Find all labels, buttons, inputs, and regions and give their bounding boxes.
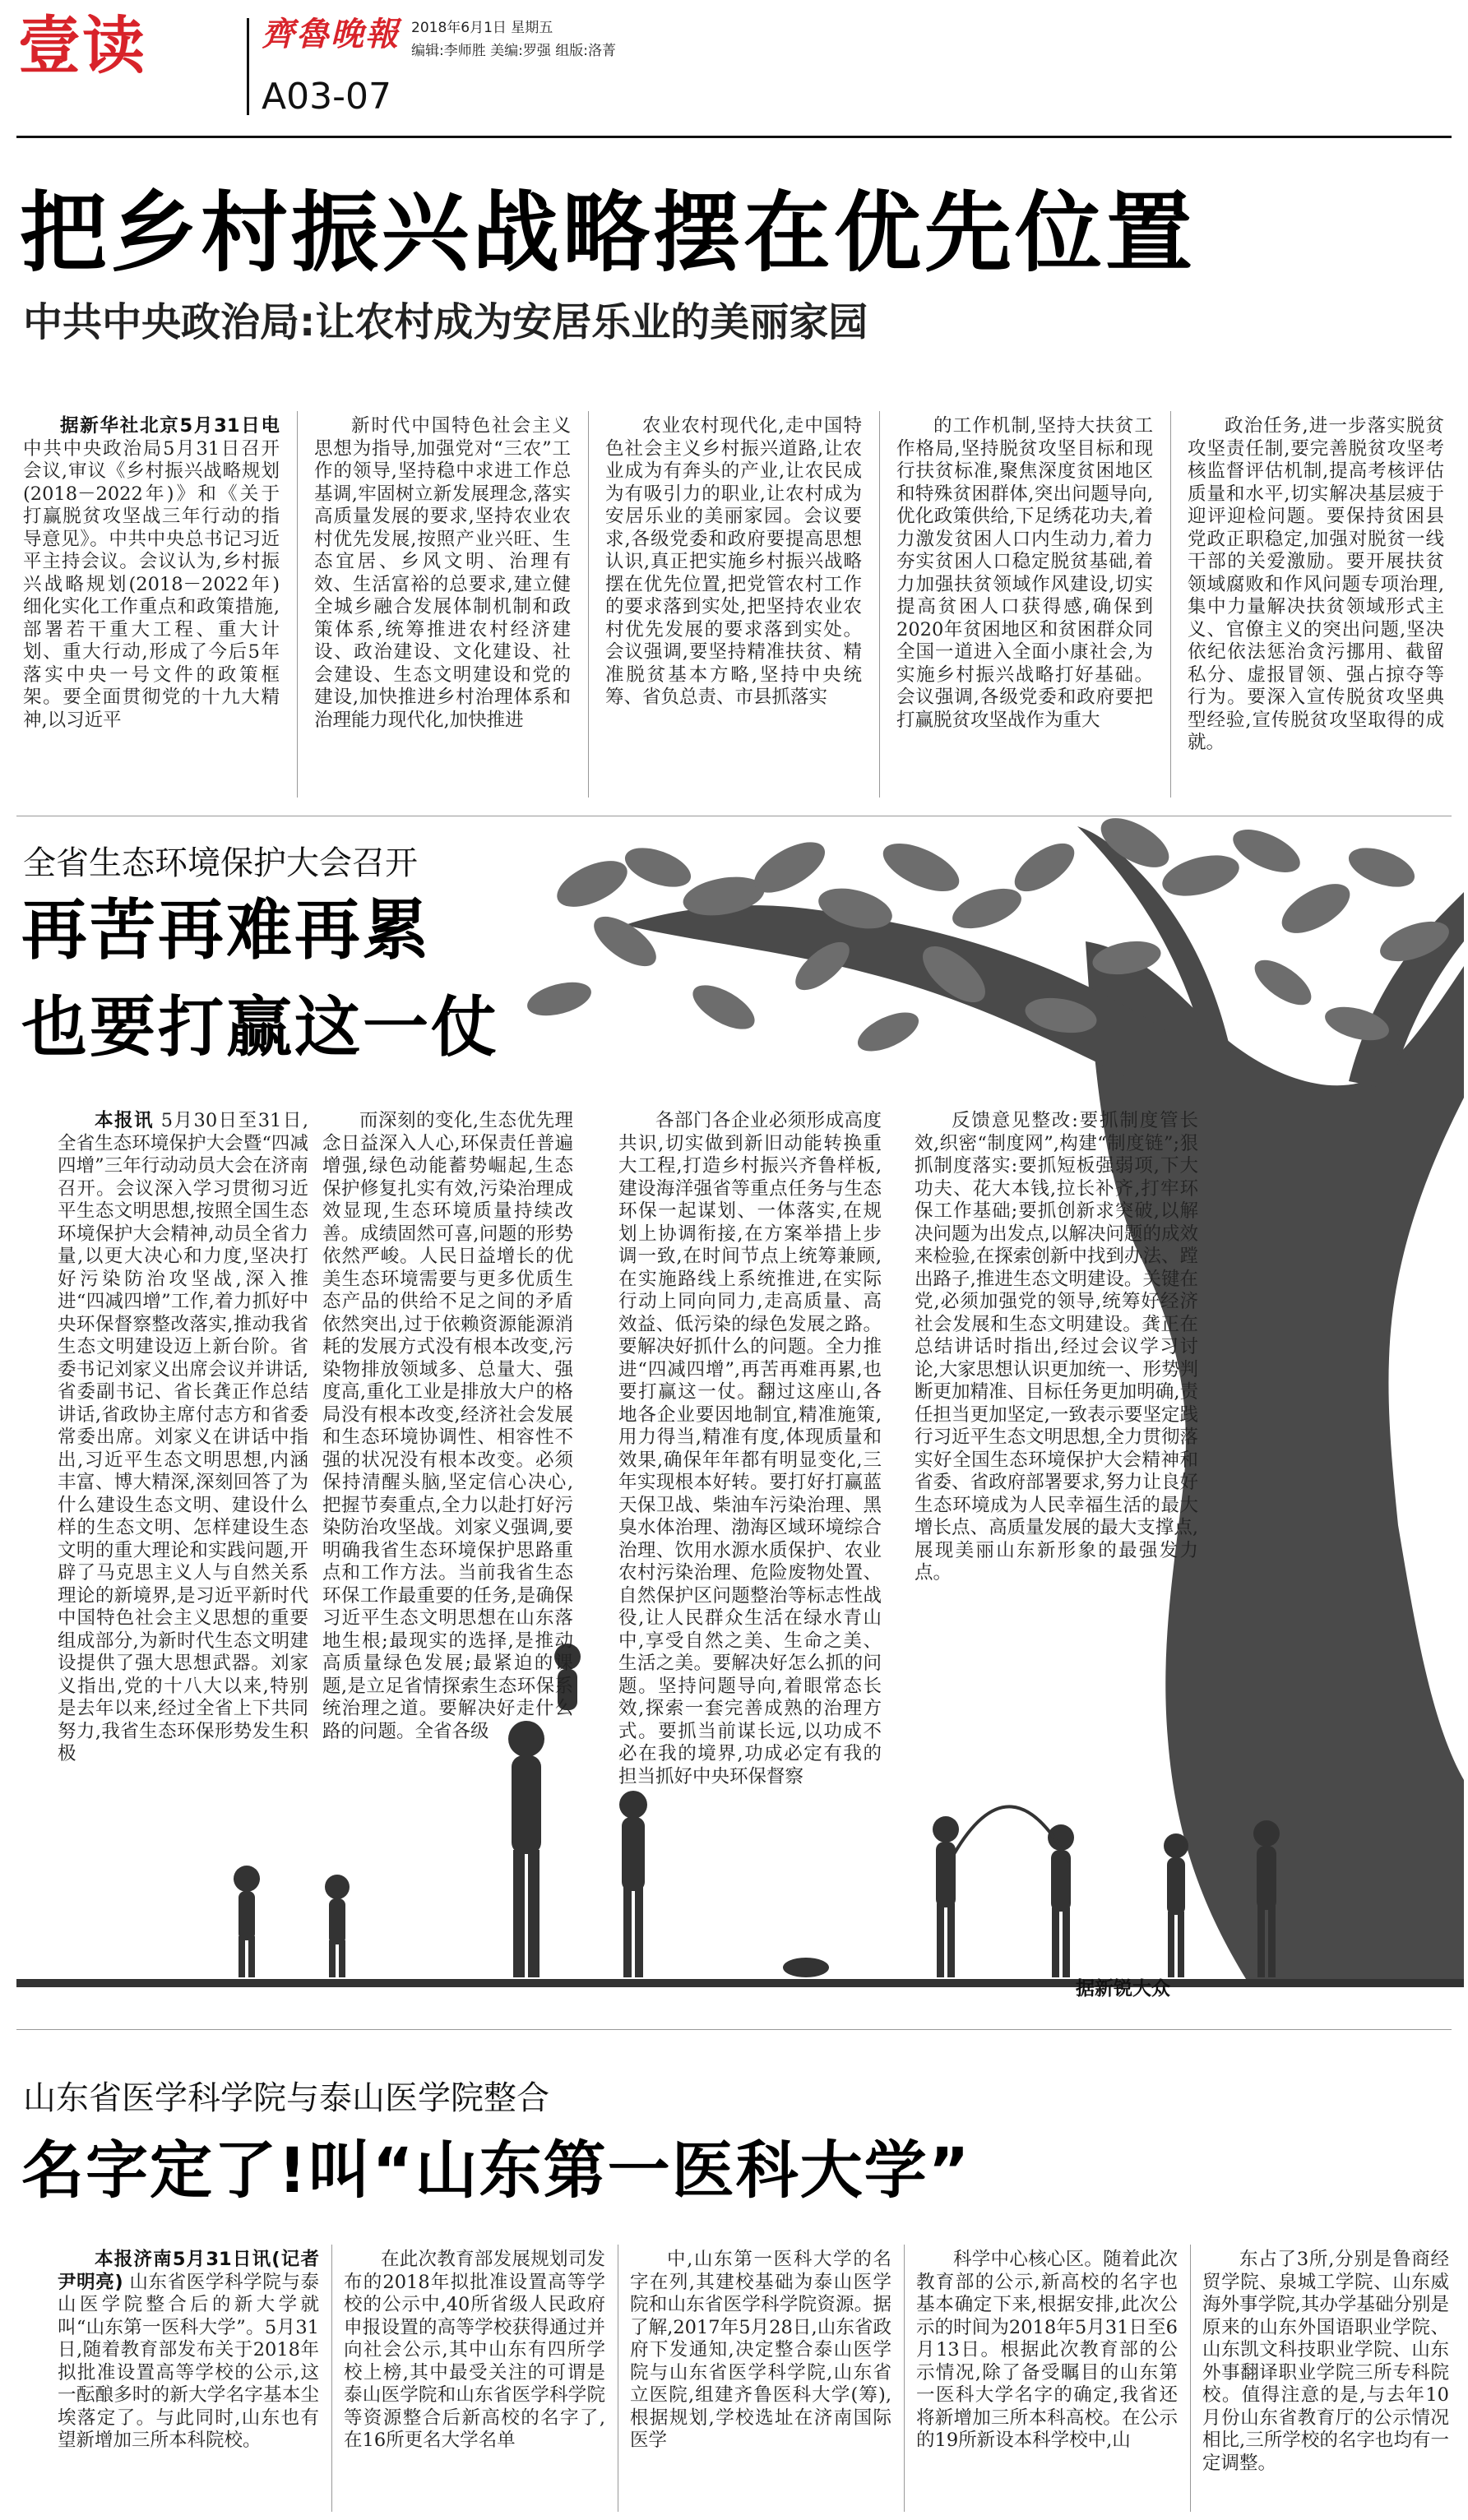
story3-kicker: 山东省医学科学院与泰山医学院整合: [23, 2079, 549, 2117]
story2-col-1-text: 5月30日至31日,全省生态环境保护大会暨“四减四增”三年行动动员大会在济南召开。会议深入学习贯彻习近平生态文明思想,按照全国生态环境保护大会精神,动员全省力量,以更大决心和力度,坚决打好污染防治攻坚战,深入推进“四减四增”工作,着力抓好中央环保督察整改落实,推动我省生态文明建设迈上新台阶。省委书记刘家义出席会议并讲话,省委副书记、省长龚正作总结讲话,省政协主席付志方和省委常委出席。刘家义在讲话中指出,习近平生态文明思想,内涵丰富、博大精深,深刻回答了为什么建设生态文明、建设什么样的生态文明、怎样建设生态文明的重大理论和实践问题,开辟了马克思主义人与自然关系理论的新境界,是习近平新时代中国特色社会主义思想的重要组成部分,为新时代生态文明建设提供了强大思想武器。刘家义指出,党的十八大以来,特别是去年以来,经过全省上下共同努力,我省生态环保形势发生积极: [58, 1110, 308, 1764]
story1-col-2: [314, 415, 571, 802]
masthead-divider: [247, 18, 249, 115]
story2-col-3-text: 各部门各企业必须形成高度共识,切实做到新旧动能转换重大工程,打造乡村振兴齐鲁样板,建设海洋强省等重点任务与生态环保一起谋划、一体落实,在规划上协调衔接,在方案举措上步调一致,在时间节点上统筹兼顾,在实施路线上系统推进,在实际行动上同向同力,走高质量、高效益、低污染的绿色发展之路。要解决好抓什么的问题。全力推进“四减四增”,再苦再难再累,也要打赢这一仗。翻过这座山,各地各企业要因地制宜,精准施策,用力得当,精准有度,体现质量和效果,确保年年都有明显变化,三年实现根本好转。要打好打赢蓝天保卫战、柴油车污染治理、黑臭水体治理、渤海区域环境综合治理、饮用水源水质保护、农业农村污染治理、危险废物处置、自然保护区问题整治等标志性战役,让人民群众生活在绿水青山中,享受自然之美、生命之美、生活之美。要解决好怎么抓的问题。坚持问题导向,着眼常态长效,探索一套完善成熟的治理方式。要抓当前谋长远,以功成不必在我的境界,功成必定有我的担当抓好中央环保督察: [618, 1110, 882, 1787]
story3-col-3: [630, 2249, 891, 2512]
story3-col-4: [916, 2249, 1178, 2512]
story2-col-2: [322, 1110, 573, 1940]
story2-headline-line2: 也要打赢这一仗: [21, 989, 499, 1066]
story1-col-5-text: 政治任务,进一步落实脱贫攻坚责任制,要完善脱贫攻坚考核监督评估机制,提高考核评估质量和水平,切实解决基层疲于迎评迎检问题。要保持贫困县党政正职稳定,加强对脱贫一线干部的关爱激励。要开展扶贫领域腐败和作风问题专项治理,集中力量解决扶贫领域形式主义、官僚主义的突出问题,坚决依纪依法惩治贪污挪用、截留私分、虚报冒领、强占掠夺等行为。要深入宣传脱贫攻坚典型经验,宣传脱贫攻坚取得的成就。: [1188, 415, 1444, 753]
story2-col-2-text: 而深刻的变化,生态优先理念日益深入人心,环保责任普遍增强,绿色动能蓄势崛起,生态保护修复扎实有效,污染治理成效显现,生态环境质量持续改善。成绩固然可喜,问题的形势依然严峻。人民日益增长的优美生态环境需要与更多优质生态产品的供给不足之间的矛盾依然突出,过于依赖资源能源消耗的发展方式没有根本改变,污染物排放领域多、总量大、强度高,重化工业是排放大户的格局没有根本改变,经济社会发展和生态环境协调性、相容性不强的状况没有根本改变。必须保持清醒头脑,坚定信心决心,把握节奏重点,全力以赴打好污染防治攻坚战。刘家义强调,要明确我省生态环境保护思路重点和工作方法。当前我省生态环保工作最重要的任务,是确保习近平生态文明思想在山东落地生根;最现实的选择,是推动高质量绿色发展;最紧迫的课题,是立足省情探索生态环保系统治理之道。要解决好走什么路的问题。全省各级: [322, 1110, 573, 1742]
story3-dateline: 本报济南5月31日讯(记者 尹明亮): [58, 2249, 319, 2293]
story3-col-3-text: 中,山东第一医科大学的名字在列,其建校基础为泰山医学院和山东省医学科学院资源。据了解,2017年5月28日,山东省政府下发通知,决定整合泰山医学院与山东省医学科学院,山东省立医院,组建齐鲁医科大学(筹),根据规划,学校选址在济南国际医学: [630, 2249, 891, 2451]
story2-col-3: [618, 1110, 882, 1981]
editor-credits: 编辑:李师胜 美编:罗强 组版:洛菁: [411, 43, 616, 59]
column-rule: [1190, 2245, 1191, 2512]
story1-dateline: 据新华社北京5月31日电: [60, 415, 280, 437]
story3-col-5-text: 东占了3所,分别是鲁商经贸学院、泉城工学院、山东威海外事学院,其办学基础分别是原来的山东外国语职业学院、山东凯文科技职业学院、山东外事翻译职业学院三所专科院校。值得注意的是,与去年10月份山东省教育厅的公示情况相比,三所学校的名字也均有一定调整。: [1202, 2249, 1449, 2474]
story3-col-2: [344, 2249, 605, 2512]
story3-col-1-text: 山东省医学科学院与泰山医学院整合后的新大学就叫“山东第一医科大学”。5月31日,随着教育部发布关于2018年拟批准设置高等学校的公示,这一酝酿多时的新大学名字基本尘埃落定了。与此同时,山东也有望新增加三所本科院校。: [58, 2271, 319, 2451]
column-rule: [879, 411, 880, 798]
story2-kicker: 全省生态环境保护大会召开: [23, 844, 418, 882]
story1-subhead: 中共中央政治局:让农村成为安居乐业的美丽家园: [23, 299, 868, 345]
column-rule: [1170, 411, 1171, 798]
column-rule: [588, 411, 589, 798]
story1-col-1: [23, 415, 280, 802]
masthead-rule: [16, 136, 1452, 138]
story1-col-2-text: 新时代中国特色社会主义思想为指导,加强党对“三农”工作的领导,坚持稳中求进工作总基调,牢固树立新发展理念,落实高质量发展的要求,坚持农业农村优先发展,按照产业兴旺、生态宜居、乡风文明、治理有效、生活富裕的总要求,建立健全城乡融合发展体制机制和政策体系,统筹推进农村经济建设、政治建设、文化建设、社会建设、生态文明建设和党的建设,加快推进乡村治理体系和治理能力现代化,加快推进: [314, 415, 571, 731]
newspaper-name: 齊魯晚報: [262, 15, 400, 53]
story1-headline: 把乡村振兴战略摆在优先位置: [20, 183, 1196, 284]
story1-col-5: [1188, 415, 1444, 802]
story3-col-1: [58, 2249, 319, 2512]
story3-headline: 名字定了!叫“山东第一医科大学”: [21, 2134, 971, 2207]
story2-source: 据新锐大众: [1076, 1978, 1170, 2000]
story2-col-4-text: 反馈意见整改:要抓制度管长效,织密“制度网”,构建“制度链”;狠抓制度落实:要抓短板强弱项,下大功夫、花大本钱,拉长补齐,打牢环保工作基础;要抓创新求突破,以解决问题为出发点,以解决问题的成效来检验,在探索创新中找到办法、蹚出路子,推进生态文明建设。关键在党,必须加强党的领导,统筹好经济社会发展和生态文明建设。龚正在总结讲话时指出,经过会议学习讨论,大家思想认识更加统一、形势判断更加精准、目标任务更加明确,责任担当更加坚定,一致表示要坚定践行习近平生态文明思想,全力贯彻落实好全国生态环境保护大会精神和省委、省政府部署要求,努力让良好生态环境成为人民幸福生活的最大增长点、高质量发展的最大支撑点,展现美丽山东新形象的最强发力点。: [915, 1110, 1198, 1584]
story1-col-1-text: 中共中央政治局5月31日召开会议,审议《乡村振兴战略规划(2018－2022年)》和《关于打赢脱贫攻坚战三年行动的指导意见》。中共中央总书记习近平主持会议。会议认为,乡村振兴战略规划(2018－2022年)细化实化工作重点和政策措施,部署若干重大工程、重大计划、重大行动,形成了今后5年落实中央一号文件的政策框架。要全面贯彻党的十九大精神,以习近平: [23, 437, 280, 731]
story1-col-3: [605, 415, 862, 802]
story2-headline-line1: 再苦再难再累: [21, 892, 431, 969]
tree-leaves: [524, 818, 1454, 1059]
story2-col-1: [58, 1110, 308, 1981]
story3-col-2-text: 在此次教育部发展规划司发布的2018年拟批准设置高等学校的公示中,40所省级人民政府申报设置的高等学校获得通过并向社会公示,其中山东有四所学校上榜,其中最受关注的可谓是泰山医学院和山东省医学科学院等资源整合后新高校的名字了,在16所更名大学名单: [344, 2249, 605, 2451]
story3-col-5: [1202, 2249, 1449, 2512]
section-rule: [16, 2029, 1452, 2030]
column-rule: [904, 2245, 905, 2512]
column-rule: [297, 411, 298, 798]
story2-dateline: 本报讯: [95, 1110, 155, 1131]
story1-col-4-text: 的工作机制,坚持大扶贫工作格局,坚持脱贫攻坚目标和现行扶贫标准,聚焦深度贫困地区和特殊贫困群体,突出问题导向,优化政策供给,下足绣花功夫,着力激发贫困人口内生动力,着力夯实贫困人口稳定脱贫基础,着力加强扶贫领域作风建设,切实提高贫困人口获得感,确保到2020年贫困地区和贫困群众同全国一道进入全面小康社会,为实施乡村振兴战略打好基础。会议强调,各级党委和政府要把打赢脱贫攻坚战作为重大: [896, 415, 1153, 731]
story2-col-4: [915, 1110, 1198, 1973]
story1-col-3-text: 农业农村现代化,走中国特色社会主义乡村振兴道路,让农业成为有奔头的产业,让农民成为有吸引力的职业,让农村成为安居乐业的美丽家园。会议要求,各级党委和政府要提高思想认识,真正把实施乡村振兴战略摆在优先位置,把党管农村工作的要求落到实处,把坚持农业农村优先发展的要求落到实处。会议强调,要坚持精准扶贫、精准脱贫基本方略,坚持中央统筹、省负总责、市县抓落实: [605, 415, 862, 708]
column-rule: [331, 2245, 332, 2512]
section-logo: 壹读: [18, 9, 146, 82]
issue-date: 2018年6月1日 星期五: [411, 20, 553, 36]
story1-col-4: [896, 415, 1153, 802]
page-number: A03-07: [262, 76, 391, 118]
story3-col-4-text: 科学中心核心区。随着此次教育部的公示,新高校的名字也基本确定下来,根据安排,此次公示的时间为2018年5月31日至6月13日。根据此次教育部的公示情况,除了备受瞩目的山东第一医科大学名字的确定,我省还将新增加三所本科高校。在公示的19所新设本科学校中,山: [916, 2249, 1178, 2451]
